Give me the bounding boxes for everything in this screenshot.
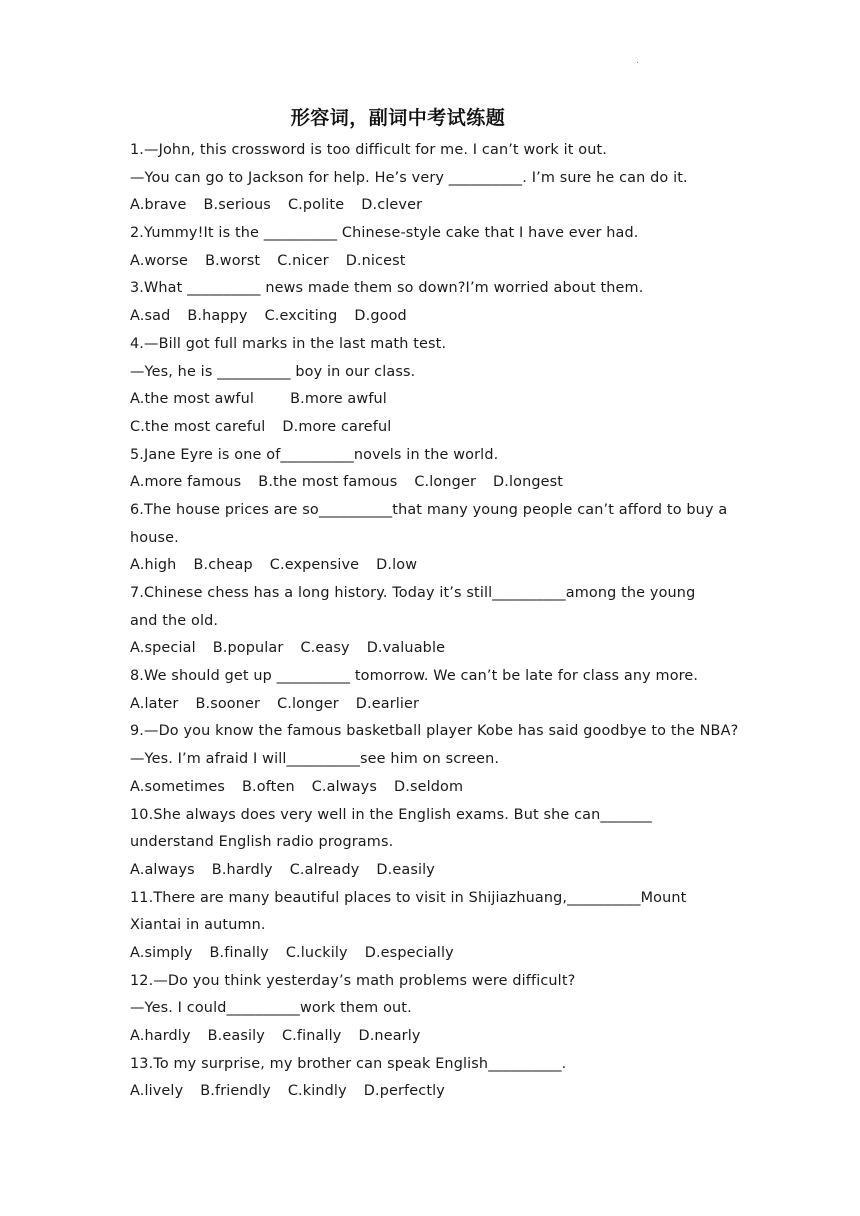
answer-option: A.more famous	[130, 474, 242, 491]
answer-option: B.friendly	[200, 1083, 271, 1100]
answer-options-line	[130, 469, 740, 497]
answer-option: B.happy	[187, 308, 248, 325]
answer-options-line	[130, 552, 740, 580]
answer-option: D.earlier	[355, 695, 420, 712]
question-text-line: —You can go to Jackson for help. He’s very __________. I’m sure he can do it.	[130, 169, 688, 186]
answer-option: C.the most careful	[130, 418, 266, 435]
answer-option: A.lively	[130, 1083, 184, 1100]
answer-option: C.longer	[414, 474, 477, 491]
answer-option: C.polite	[287, 197, 345, 214]
answer-option: A.high	[130, 557, 177, 574]
answer-option: B.cheap	[193, 557, 253, 574]
answer-option: A.special	[130, 640, 196, 657]
answer-options-line	[130, 774, 740, 802]
question-text-line: house.	[130, 529, 179, 546]
answer-options-line	[130, 691, 740, 719]
answer-option: A.simply	[130, 944, 193, 961]
question-text-line: 2.Yummy!It is the __________ Chinese-style cake that I have ever had.	[130, 225, 639, 242]
answer-options-line	[130, 635, 740, 663]
question-text-line: —Yes, he is __________ boy in our class.	[130, 363, 416, 380]
question-text-line: —Yes. I’m afraid I will__________see him on screen.	[130, 751, 500, 768]
question-text-line: 13.To my surprise, my brother can speak English__________.	[130, 1055, 567, 1072]
answer-option: D.clever	[361, 197, 423, 214]
answer-option: B.often	[242, 778, 295, 795]
answer-option: D.valuable	[366, 640, 446, 657]
answer-option: C.already	[289, 861, 360, 878]
answer-option: A.sad	[130, 308, 171, 325]
answer-option: D.more careful	[282, 418, 392, 435]
answer-option: B.popular	[212, 640, 284, 657]
question-text-line: understand English radio programs.	[130, 834, 394, 851]
answer-options-line	[130, 857, 740, 885]
answer-option: D.perfectly	[363, 1083, 445, 1100]
answer-option: C.exciting	[264, 308, 338, 325]
question-text-line: 8.We should get up __________ tomorrow. We can’t be late for class any more.	[130, 668, 699, 685]
answer-option: A.later	[130, 695, 179, 712]
page-title: 形容词，副词中考试练题	[290, 107, 506, 129]
answer-option: B.finally	[209, 944, 269, 961]
answer-options-line	[130, 940, 740, 968]
answer-option: C.finally	[281, 1028, 342, 1044]
answer-option: B.more awful	[290, 391, 387, 408]
answer-options-line	[130, 1078, 740, 1106]
answer-option: C.nicer	[277, 252, 329, 269]
answer-option: A.brave	[130, 197, 187, 214]
answer-option: D.low	[376, 557, 418, 574]
answer-option: D.good	[354, 308, 407, 325]
answer-option: A.always	[130, 861, 195, 878]
answer-option: C.easy	[300, 640, 350, 657]
question-text-line: 7.Chinese chess has a long history. Today it’s still__________among the young	[130, 585, 696, 601]
answer-option: D.seldom	[393, 778, 464, 795]
answer-option: A.sometimes	[130, 778, 225, 795]
exercise-body	[130, 137, 740, 1106]
answer-option: B.easily	[207, 1028, 265, 1044]
question-text-line: 6.The house prices are so__________that many young people can’t afford to buy a	[130, 501, 728, 518]
question-text-line: 9.—Do you know the famous basketball player Kobe has said goodbye to the NBA?	[130, 723, 739, 740]
answer-options-line	[130, 248, 740, 276]
corner-mark: .	[636, 56, 639, 66]
answer-option: B.sooner	[195, 695, 261, 712]
answer-options-line	[130, 303, 740, 331]
answer-option: B.hardly	[211, 861, 273, 878]
answer-options-line	[130, 386, 740, 414]
answer-option: D.nearly	[358, 1028, 421, 1044]
question-text-line: and the old.	[130, 612, 219, 629]
question-text-line: 11.There are many beautiful places to visit in Shijiazhuang,__________Mount	[130, 889, 687, 906]
answer-option: C.expensive	[269, 557, 360, 574]
question-text-line: 5.Jane Eyre is one of__________novels in the world.	[130, 446, 499, 463]
answer-option: A.hardly	[130, 1028, 191, 1044]
answer-option: B.the most famous	[258, 474, 398, 491]
question-text-line: 3.What __________ news made them so down?I’m worried about them.	[130, 280, 644, 297]
question-text-line: —Yes. I could__________work them out.	[130, 1000, 412, 1017]
answer-option: A.the most awful	[130, 391, 255, 408]
answer-option: C.luckily	[285, 944, 348, 961]
answer-option: D.easily	[376, 861, 435, 878]
answer-option: C.kindly	[287, 1083, 347, 1100]
answer-option: A.worse	[130, 252, 189, 269]
answer-option: B.worst	[205, 252, 261, 269]
answer-option: D.nicest	[345, 252, 406, 269]
answer-option: D.longest	[493, 474, 564, 491]
answer-options-line	[130, 192, 740, 220]
answer-options-line	[130, 414, 740, 442]
answer-option: C.always	[311, 778, 377, 795]
answer-option: D.especially	[364, 944, 454, 961]
answer-option: B.serious	[203, 197, 271, 214]
question-text-line: 1.—John, this crossword is too difficult for me. I can’t work it out.	[130, 142, 608, 158]
question-text-line: 4.—Bill got full marks in the last math test.	[130, 335, 447, 352]
question-text-line: 10.She always does very well in the English exams. But she can_______	[130, 806, 652, 823]
answer-option: C.longer	[277, 695, 339, 712]
question-text-line: 12.—Do you think yesterday’s math problems were difficult?	[130, 972, 576, 989]
question-text-line: Xiantai in autumn.	[130, 917, 266, 934]
answer-options-line	[130, 1023, 740, 1051]
